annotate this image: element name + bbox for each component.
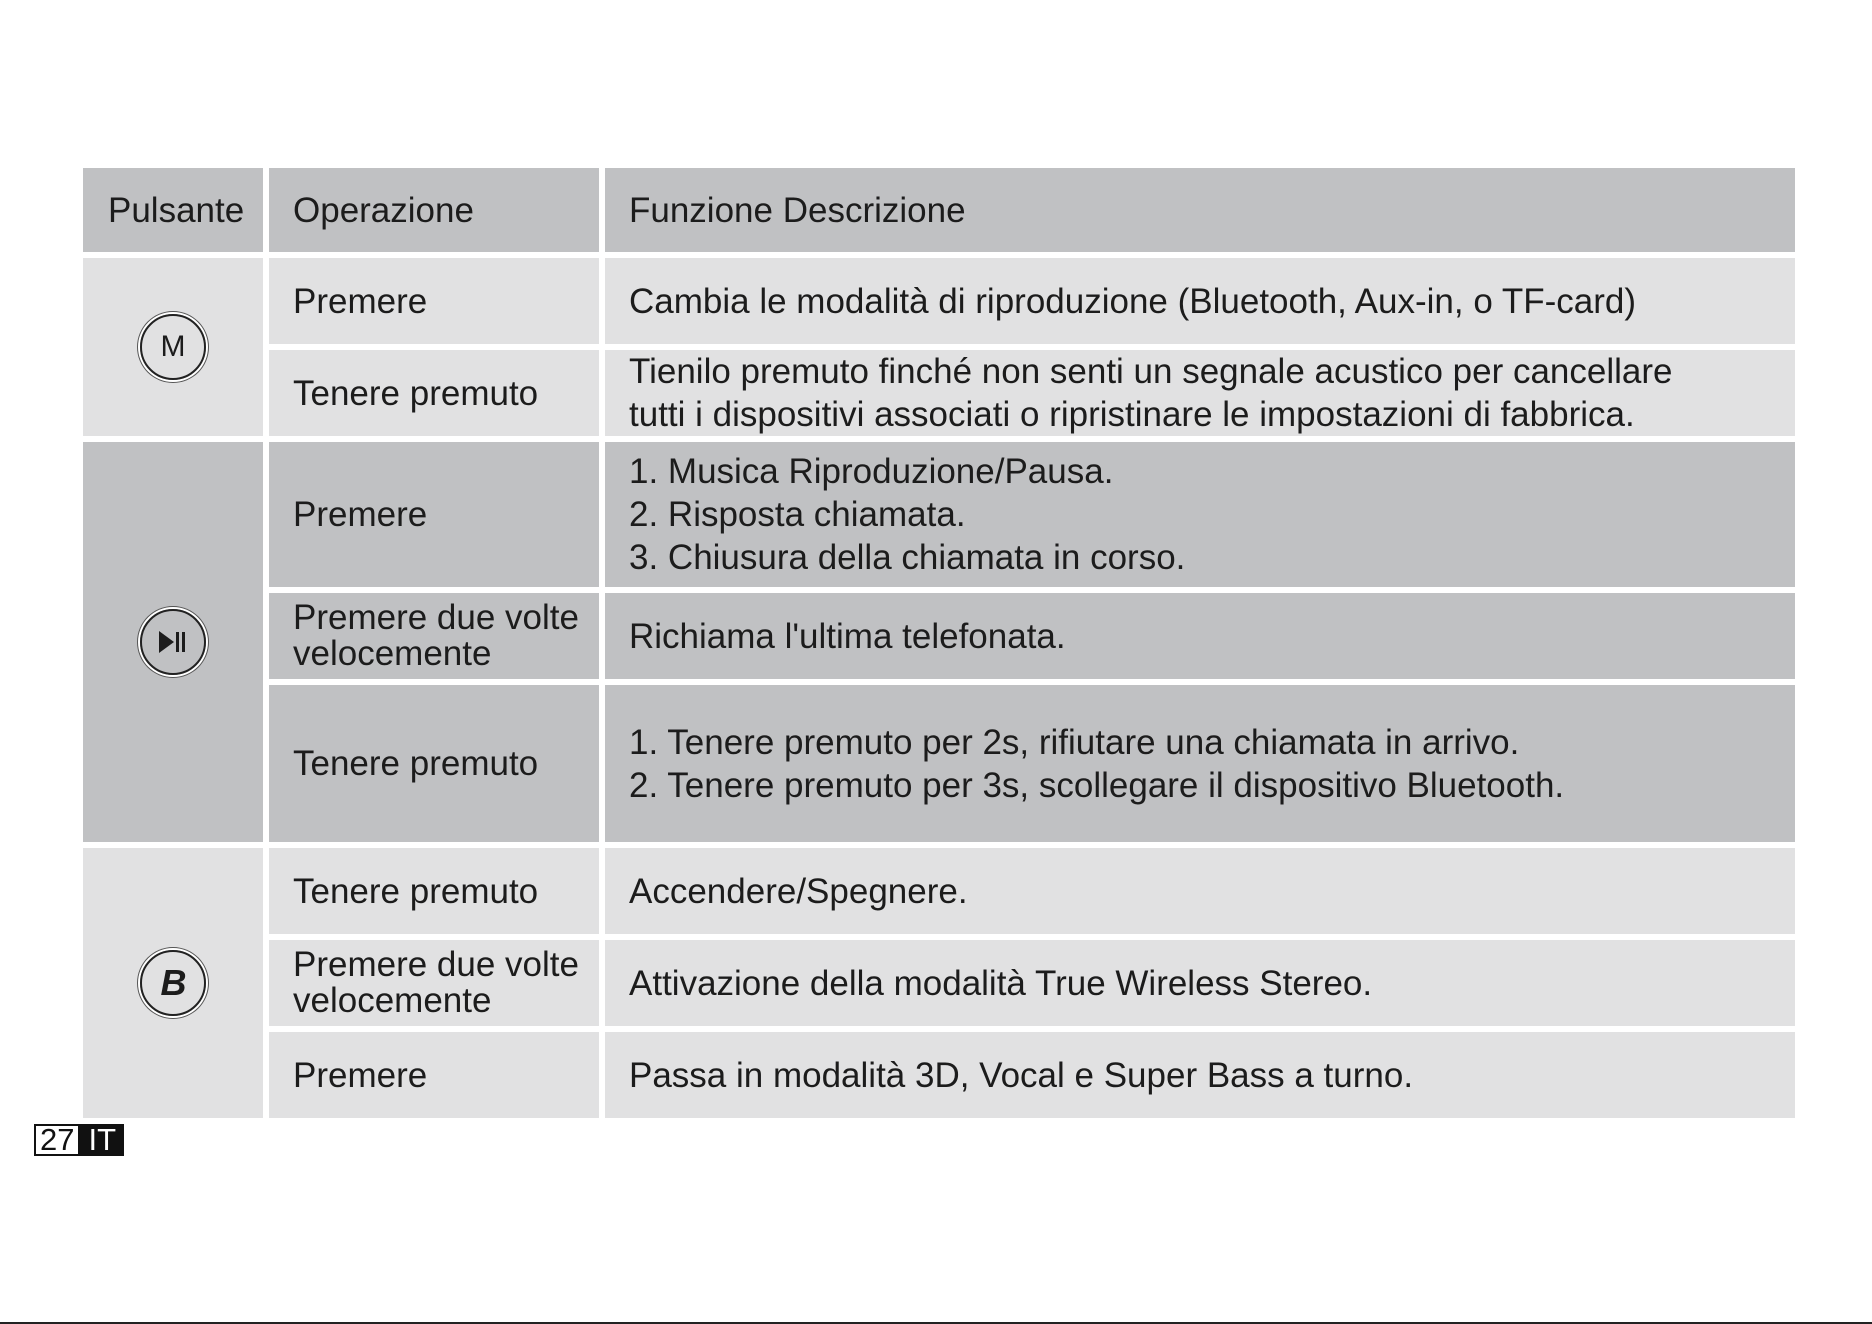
operation-line: velocemente [293,981,492,1020]
operation-cell: Tenere premuto [269,350,599,436]
operation-cell: Premere [269,442,599,587]
mode-button-icon: M [140,314,206,380]
description-cell [605,442,1795,587]
operation-cell: Tenere premuto [269,685,599,842]
operation-line: Premere due volte [293,598,579,637]
button-cell-play-pause [83,442,263,842]
operation-cell: Premere [269,1032,599,1118]
header-operation: Operazione [269,168,599,252]
description-cell: Passa in modalità 3D, Vocal e Super Bass a turno. [605,1032,1795,1118]
operation-cell: Tenere premuto [269,848,599,934]
description-cell [605,350,1795,436]
operation-cell [269,940,599,1026]
description-line: 2. Risposta chiamata. [629,495,966,534]
operation-cell: Premere [269,258,599,344]
description-cell [605,685,1795,842]
operation-cell [269,593,599,679]
description-cell: Cambia le modalità di riproduzione (Bluetooth, Aux-in, o TF-card) [605,258,1795,344]
description-cell: Attivazione della modalità True Wireless Stereo. [605,940,1795,1026]
description-line: tutti i dispositivi associati o ripristinare le impostazioni di fabbrica. [629,395,1635,434]
page-number-value: 27 [34,1124,80,1156]
play-pause-button-icon [140,609,206,675]
button-cell-bass [83,848,263,1118]
operation-line: velocemente [293,634,492,673]
description-line: 2. Tenere premuto per 3s, scollegare il dispositivo Bluetooth. [629,765,1565,805]
operation-line: Premere due volte [293,945,579,984]
description-line: 1. Tenere premuto per 2s, rifiutare una chiamata in arrivo. [629,722,1520,762]
description-cell: Richiama l'ultima telefonata. [605,593,1795,679]
header-button: Pulsante [83,168,263,252]
header-function: Funzione Descrizione [605,168,1795,252]
button-function-table [83,168,1783,1118]
language-badge: IT [80,1124,124,1156]
description-line: 1. Musica Riproduzione/Pausa. [629,452,1114,491]
button-cell-mode [83,258,263,436]
bass-button-icon: B [140,950,206,1016]
description-line: Tienilo premuto finché non senti un segnale acustico per cancellare [629,352,1673,391]
description-cell: Accendere/Spegnere. [605,848,1795,934]
description-line: 3. Chiusura della chiamata in corso. [629,538,1186,577]
page-number [34,1124,124,1156]
